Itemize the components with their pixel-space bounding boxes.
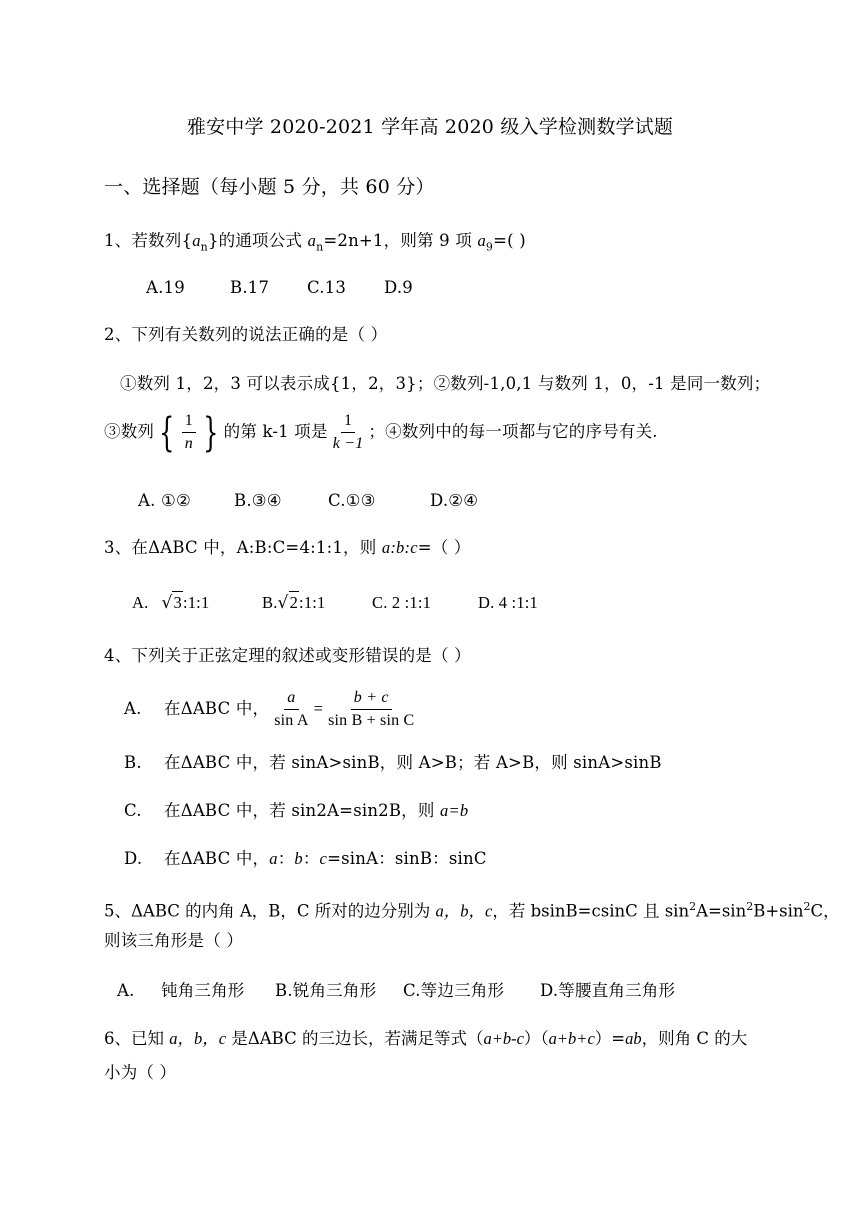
q2-l2-c: ；④数列中的每一项都与它的序号有关. xyxy=(368,422,658,441)
q4-option-d xyxy=(124,848,487,870)
q4-b-label: B. xyxy=(124,753,142,772)
q3-a-radicand: 3 xyxy=(173,593,182,612)
q4-a-f2-den: sin B + sin C xyxy=(328,712,415,729)
q3-b-radicand: 2 xyxy=(289,593,299,612)
q3-option-c: C. 2 :1:1 xyxy=(372,593,432,612)
q4-a-frac1 xyxy=(271,688,311,731)
q6-l1-ab: ab xyxy=(625,1029,642,1048)
q2-option-d: D.②④ xyxy=(430,491,479,510)
q2-statement-line2 xyxy=(104,408,658,458)
q1-sub: n xyxy=(200,240,208,254)
q5-sup2: 2 xyxy=(746,900,754,913)
q3-ratio: a:b:c xyxy=(381,538,418,557)
q4-d-tail: =sinA：sinB：sinC xyxy=(327,849,487,868)
q3-option-d: D. 4 :1:1 xyxy=(478,593,539,612)
q4-c-text: 在ΔABC 中，若 sin2A=sin2B，则 xyxy=(164,801,441,820)
q4-option-b xyxy=(124,752,662,774)
q5-option-a-text: 钝角三角形 xyxy=(161,981,245,1000)
q1-options xyxy=(146,277,413,299)
q4-a-f2-num: b + c xyxy=(351,688,392,710)
q5-l1-d: A=sin xyxy=(696,901,747,921)
q2-l2-a: ③数列 xyxy=(104,422,155,441)
q4-a-f1-num: a xyxy=(284,688,298,710)
q4-d-sep2: ： xyxy=(302,849,320,868)
q3-b-label: B. xyxy=(262,593,278,612)
q5-option-c: C.等边三角形 xyxy=(403,981,505,1000)
q4-d-a: a xyxy=(269,849,278,868)
q5-l1-e: B+sin xyxy=(753,901,804,921)
q6-l1-expr1: a+b-c xyxy=(483,1029,524,1048)
page-title: 雅安中学 2020-2021 学年高 2020 级入学检测数学试题 xyxy=(186,116,674,138)
q1-option-b: B.17 xyxy=(230,278,270,297)
q4-d-text: 在ΔABC 中， xyxy=(164,849,270,868)
q1-mid: }的通项公式 xyxy=(207,231,308,250)
q4-c-math: a=b xyxy=(440,801,469,820)
q6-l1-expr2: a+b+c xyxy=(548,1029,595,1048)
q3-option-a: A. √ 3 :1:1 xyxy=(132,593,210,613)
q4-d-label: D. xyxy=(124,849,143,868)
q3-a-label: A. xyxy=(132,593,149,612)
q5-l1-a: 5、ΔABC 的内角 A，B，C 所对的边分别为 xyxy=(104,901,436,921)
q5-l1-sides: a，b，c xyxy=(435,901,493,921)
q1-sub9: 9 xyxy=(485,240,494,254)
question-6-line2: 小为（ ） xyxy=(104,1063,177,1082)
q1-option-c: C.13 xyxy=(307,278,347,297)
q2-frac2-den: k −1 xyxy=(332,435,364,452)
q4-a-text: 在ΔABC 中， xyxy=(164,699,270,718)
q4-a-eq: = xyxy=(313,699,324,718)
question-5-line2: 则该三角形是（ ） xyxy=(104,931,244,950)
q2-frac1-num: 1 xyxy=(182,411,196,433)
q6-l1-sides: a，b，c xyxy=(169,1029,227,1048)
q1-var-a2: a xyxy=(307,231,317,250)
q4-c-label: C. xyxy=(124,801,142,820)
q1-sub2: n xyxy=(316,240,324,254)
question-4-stem: 4、下列关于正弦定理的叙述或变形错误的是（ ） xyxy=(104,646,471,665)
q1-option-a: A.19 xyxy=(146,278,185,297)
q2-options xyxy=(138,490,478,512)
q2-l2-b: 的第 k-1 项是 xyxy=(223,422,328,441)
q1-var-a: a xyxy=(192,231,201,250)
q1-prefix: 1、若数列{ xyxy=(104,231,193,250)
q3-options xyxy=(132,591,538,614)
q1-var-a9: a xyxy=(477,231,486,250)
section-heading: 一、选择题（每小题 5 分，共 60 分） xyxy=(104,176,435,198)
q5-l1-f: C， xyxy=(810,901,840,921)
q6-l1-a: 6、已知 xyxy=(104,1029,170,1048)
question-6-line1 xyxy=(104,1028,747,1050)
q5-option-b: B.锐角三角形 xyxy=(275,981,377,1000)
q4-option-c xyxy=(124,800,468,822)
q5-sup3: 2 xyxy=(803,900,811,913)
q3-option-b: B. √ 2 :1:1 xyxy=(262,593,326,613)
q6-l1-e: ）（ xyxy=(523,1029,549,1048)
q3-a-tail: :1:1 xyxy=(182,593,210,612)
q3-b-tail: :1:1 xyxy=(299,593,326,612)
q6-l1-i: ，则角 C 的大 xyxy=(641,1029,748,1048)
q2-frac2 xyxy=(330,411,367,454)
q5-option-a-label: A. xyxy=(117,981,135,1000)
question-1 xyxy=(104,230,526,258)
q2-option-b: B.③④ xyxy=(234,491,282,510)
question-5-line1 xyxy=(104,896,840,923)
q5-l1-c: ，若 bsinB=csinC 且 sin xyxy=(492,901,690,921)
q2-frac1-den: n xyxy=(184,435,193,452)
q3-stem-b: =（ ） xyxy=(417,538,471,557)
q5-option-d: D.等腰直角三角形 xyxy=(540,981,676,1000)
q5-sup1: 2 xyxy=(689,900,697,913)
q6-l1-g: ）= xyxy=(594,1029,626,1048)
q4-option-a xyxy=(124,686,419,732)
q4-b-text: 在ΔABC 中，若 sinA>sinB，则 A>B；若 A>B，则 sinA>sinB xyxy=(164,753,662,772)
q4-a-label: A. xyxy=(124,699,142,718)
question-2-stem: 2、下列有关数列的说法正确的是（ ） xyxy=(104,325,388,344)
q1-formula: =2n+1，则第 9 项 xyxy=(323,231,478,250)
q4-a-f1-den: sin A xyxy=(274,712,309,729)
question-3-stem xyxy=(104,537,471,559)
q2-option-c: C.①③ xyxy=(328,491,376,510)
q4-a-frac2 xyxy=(325,688,417,731)
q2-braced-sequence: { $\frac{1}{n}$ } xyxy=(159,409,219,456)
q2-statement-line1: ①数列 1，2，3 可以表示成{1，2，3}；②数列-1,0,1 与数列 1，0，-1 是同一数列； xyxy=(120,374,771,393)
q4-d-c: c xyxy=(319,849,328,868)
q4-d-sep1: ： xyxy=(277,849,295,868)
q2-option-a: A. ①② xyxy=(138,491,191,510)
q6-l1-c: 是ΔABC 的三边长，若满足等式（ xyxy=(226,1029,484,1048)
q1-option-d: D.9 xyxy=(384,278,413,297)
q1-tail: =( ) xyxy=(493,231,526,250)
q2-frac2-num: 1 xyxy=(341,411,355,433)
q3-stem-a: 3、在ΔABC 中，A:B:C=4:1:1，则 xyxy=(104,538,382,557)
q4-d-b: b xyxy=(294,849,303,868)
q5-options xyxy=(117,980,675,1002)
